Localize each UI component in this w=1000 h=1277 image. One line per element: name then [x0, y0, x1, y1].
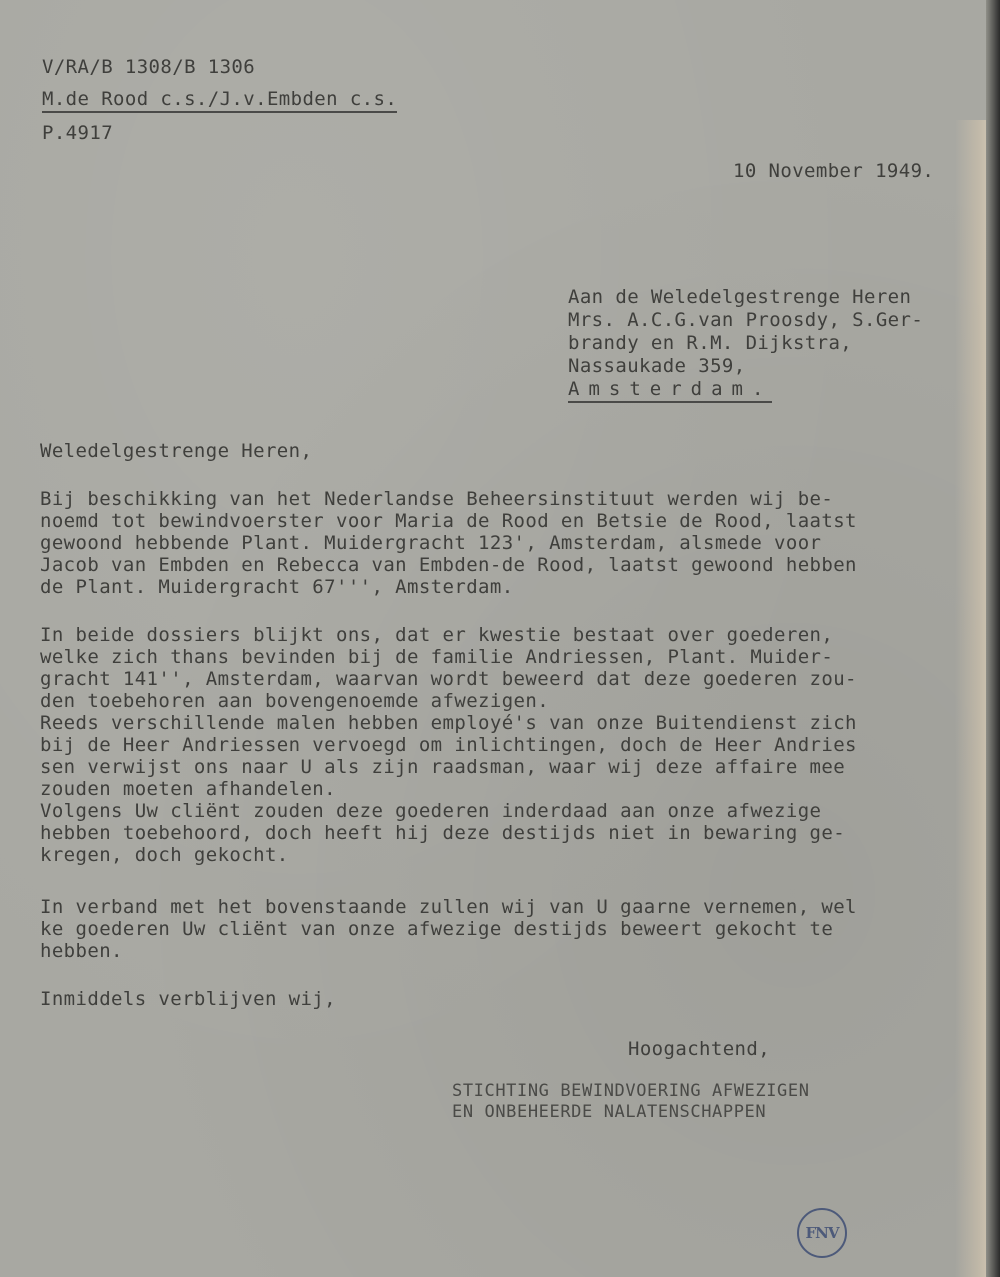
archive-stamp-text: FNV	[805, 1224, 839, 1242]
archive-stamp-icon	[797, 1208, 847, 1258]
paragraph-2-line: In beide dossiers blijkt ons, dat er kwestie bestaat over goederen,	[40, 624, 834, 646]
salutation: Weledelgestrenge Heren,	[40, 440, 313, 462]
paragraph-2-line: zouden moeten afhandelen.	[40, 778, 336, 800]
reference-names: M.de Rood c.s./J.v.Embden c.s.	[42, 88, 397, 113]
address-line-4: Nassaukade 359,	[568, 355, 746, 377]
address-line-3: brandy en R.M. Dijkstra,	[568, 332, 853, 354]
paragraph-2-line: bij de Heer Andriessen vervoegd om inlichtingen, doch de Heer Andries	[40, 734, 857, 756]
reference-code: V/RA/B 1308/B 1306	[42, 56, 256, 78]
address-line-2: Mrs. A.C.G.van Proosdy, S.Ger-	[568, 309, 924, 331]
paragraph-2-line: hebben toebehoord, doch heeft hij deze destijds niet in bewaring ge-	[40, 822, 846, 844]
regards-line: Hoogachtend,	[628, 1038, 771, 1060]
paragraph-1-line: noemd tot bewindvoerster voor Maria de Rood en Betsie de Rood, laatst	[40, 510, 857, 532]
address-line-1: Aan de Weledelgestrenge Heren	[568, 286, 912, 308]
scan-background-edge	[986, 0, 1000, 1277]
reference-file-number: P.4917	[42, 122, 114, 144]
paragraph-1-line: Bij beschikking van het Nederlandse Beheersinstituut werden wij be-	[40, 488, 834, 510]
paragraph-2-line: Volgens Uw cliënt zouden deze goederen inderdaad aan onze afwezige	[40, 800, 822, 822]
paragraph-2-line: gracht 141'', Amsterdam, waarvan wordt beweerd dat deze goederen zou-	[40, 668, 857, 690]
paragraph-1-line: de Plant. Muidergracht 67''', Amsterdam.	[40, 576, 514, 598]
paragraph-2-line: sen verwijst ons naar U als zijn raadsman, waar wij deze affaire mee	[40, 756, 846, 778]
paragraph-3-line: In verband met het bovenstaande zullen wij van U gaarne vernemen, wel	[40, 896, 857, 918]
paragraph-1-line: Jacob van Embden en Rebecca van Embden-de Rood, laatst gewoond hebben	[40, 554, 857, 576]
closing-line: Inmiddels verblijven wij,	[40, 988, 336, 1010]
organization-line-1: STICHTING BEWINDVOERING AFWEZIGEN	[452, 1081, 810, 1101]
paragraph-3-line: hebben.	[40, 940, 123, 962]
paragraph-1-line: gewoond hebbende Plant. Muidergracht 123', Amsterdam, alsmede voor	[40, 532, 822, 554]
paragraph-3-line: ke goederen Uw cliënt van onze afwezige destijds beweert gekocht te	[40, 918, 834, 940]
paragraph-2-line: welke zich thans bevinden bij de familie Andriessen, Plant. Muider-	[40, 646, 834, 668]
torn-paper-edge	[955, 120, 990, 1277]
paragraph-2-line: Reeds verschillende malen hebben employé's van onze Buitendienst zich	[40, 712, 857, 734]
organization-line-2: EN ONBEHEERDE NALATENSCHAPPEN	[452, 1102, 767, 1122]
address-city: Amsterdam.	[568, 378, 772, 403]
letter-date: 10 November 1949.	[733, 160, 935, 182]
paragraph-2-line: kregen, doch gekocht.	[40, 844, 289, 866]
paragraph-2-line: den toebehoren aan bovengenoemde afwezigen.	[40, 690, 550, 712]
